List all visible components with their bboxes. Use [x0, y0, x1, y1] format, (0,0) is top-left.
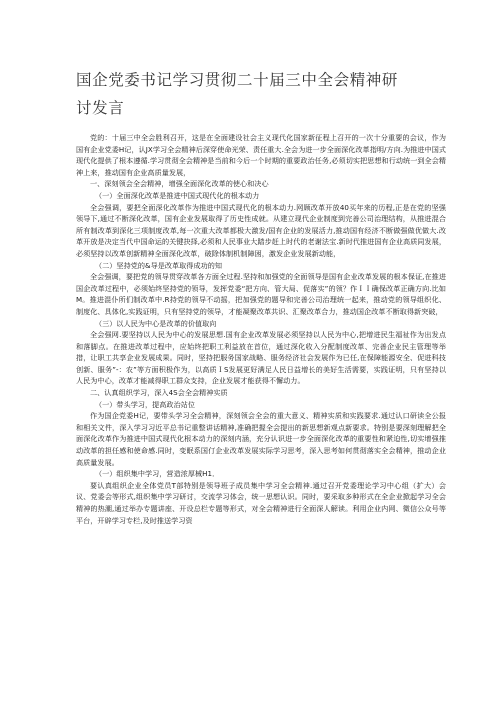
subsection-heading-2-1: （一）带头学习，提高政治站位 — [95, 399, 196, 409]
section-heading-2: 二、认真组织学习，深入4S会全会精神实质 — [90, 388, 228, 398]
section-heading-1: 一、深刻领会全会精神，增强全面深化改革的使心和决心 — [90, 179, 269, 189]
body-paragraph: 作为国企党委H记，要带头学习全会精神，深刻领会全会的重大意义、精神实质和实践要求.通过认口研读全公报和相关文件，深入学习习近平总书记重整讲话精神,准确把握全会提出的新思想新观点新要求。特别是要深刻理解把全面深化改革作为推进中国式现代化根本动力的深刻内涵，充分认识进一步全面深化改革的重要性和紧迫性,切实增强推动改革的担任感和使命感.同时，变眠系国仃企业改革发展实际学习思考，深入思考如何贯彻落实全会精神，推动企业高质量发展。 — [76, 411, 446, 467]
intro-paragraph: 党的：十届三中全会胜利召开，这是在全面建设社会主义现代化国家新征程上召开的一次十分重要的会议，作为国有企业党委H记，认JX学习全会精神后深穿使命光荣、责任重大.全会为进一步全面深化改革指明/方向.为推进中国式现代化提供了根本遵循.学习贯彻全会精神是当前和今后一个时期的重要政治任务,必须切实把思想和行动统一到全会精神上来，推动国有企业高质量发展， — [76, 133, 446, 177]
subsection-heading-1-2: （二）坚持党的&导是改革取得成功的知 — [95, 260, 223, 270]
body-paragraph: 要认真组织企业全体党员T部特别是领导班子成员集中学习全会精神.通过召开党委理论学习中心组（扩大）会议、党委会等形式,组织集中学习研讨，交流学习体会，统一思想认识。同时，要采取多种形式在全企业掀起学习全会精神的热潮,通过举办专题讲座、开设总栏专题等形式，对全会精神进行全面深人解读。利用企业内网、微信公众号等平台，开辟学习专栏,及时推送学习资 — [76, 480, 446, 525]
body-paragraph: 全会强网.要坚持以人民为中心的发展思想.国有企业改革发展必须坚持以人民为中心,把增进民生福祉作为出发点和落脚点。在推进改革过程中，应始终把职工利益放在首位，通过深化收入分配制度改革、完善企业民主管理等举措，让职工共享企业发展成果。同时，坚持把服务国家战略、服务经济社会发展作为已任,在保障能源安全、促进科技创新、服务”-：农”等方面积极作为，以高质ＩS发展更好满足人民日益增长的美好生活需要，实践证明，只有坚持以人民为中心，改革才能减得职工群众支持，企业发展才能获得不懈动力。 — [76, 330, 446, 386]
subsection-heading-2-2: （一）组织集中学习，营造浓厚械H1． — [95, 469, 220, 479]
subsection-heading-1-1: （一）全面深化改革是推进中国式现代化的根本动力 — [95, 190, 260, 200]
body-paragraph: 全会强调，要把党的领导贯穿改革各方面全过程.坚持和加强党的全面领导是国有企业改革发展的根本保证,在推进国企改革过程中，必须始终坚持党的领导，发挥党委“把方向、管大局、促落实”的领？作ＩＩ确保改革正确方向.比如M。推进混仆所们制改革中.R持党的领导不动摇，把加强党的题导和完善公司治理统一起来，推动党的领导组织化、制度化、具体化,实践证明，只有坚持党的领导，才能凝聚改革共识、汇聚改革合力，推动国企改革不断取得新突破， — [76, 272, 446, 316]
document-body — [76, 132, 446, 526]
document-title: 国企党委书记学习贯彻二十届三中全会精神研讨发言 — [76, 71, 399, 117]
body-paragraph: 全会强调，要把全面深化改革作为推进中国式现代化的根本动力.网顾改革开放40买年来的历程,正是在党的坚强领导下,通过不断深化改革，国有企业发展取得了历史性成就。从建立现代企业制度到完善公司治理结构，从推进混合所有制改革到深化三项制度改革,每一次重大改革都极大激发/国有企业的发展活力,推动国有经济不断做强做优做大.改革开放是决定当代中国命运的关键抉择,必须和人民事业大踏步赶上时代的老谢法宝.新时代推进国有企业高质同发展，必须坚持以改革创新精神全面深化改革，破除体制机制障困，激发企业发展新动能， — [76, 202, 446, 258]
subsection-heading-1-3: （三）以人民为中心是改革的价值取向 — [95, 318, 217, 328]
